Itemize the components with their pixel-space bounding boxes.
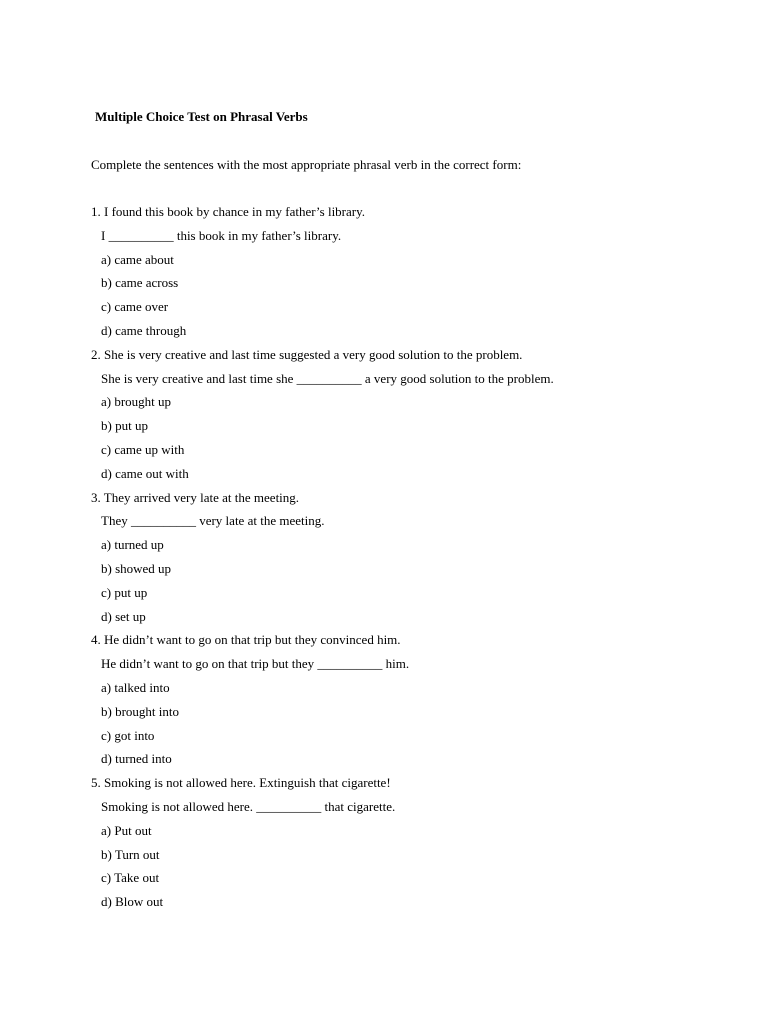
answer-option-c: c) came over [101, 299, 169, 315]
question-prompt: 4. He didn’t want to go on that trip but they convinced him. [91, 632, 401, 648]
answer-option-a: a) came about [101, 251, 174, 267]
answer-option-d: d) came out with [101, 465, 189, 481]
answer-option-d: d) came through [101, 322, 187, 338]
question-gapped-sentence: They __________ very late at the meeting. [101, 513, 325, 529]
question-1 [91, 203, 731, 346]
question-prompt: 2. She is very creative and last time suggested a very good solution to the problem. [91, 346, 523, 362]
question-5 [91, 774, 731, 917]
answer-option-b: b) Turn out [101, 846, 160, 862]
question-prompt: 5. Smoking is not allowed here. Extinguish that cigarette! [91, 775, 391, 791]
answer-option-b: b) showed up [101, 560, 172, 576]
answer-option-c: c) got into [101, 727, 155, 743]
question-prompt: 1. I found this book by chance in my father’s library. [91, 204, 366, 219]
question-gapped-sentence: Smoking is not allowed here. __________ that cigarette. [101, 798, 396, 814]
answer-option-c: c) put up [101, 584, 148, 600]
question-list [91, 203, 731, 917]
answer-option-b: b) came across [101, 275, 179, 291]
answer-option-a: a) Put out [101, 822, 152, 838]
instructions-text: Complete the sentences with the most appropriate phrasal verb in the correct form: [91, 157, 522, 172]
question-gapped-sentence: She is very creative and last time she __________ a very good solution to the problem. [101, 370, 554, 386]
document-title: Multiple Choice Test on Phrasal Verbs [95, 109, 308, 124]
question-prompt: 3. They arrived very late at the meeting. [91, 489, 300, 505]
question-gapped-sentence: He didn’t want to go on that trip but they __________ him. [101, 656, 410, 672]
answer-option-c: c) came up with [101, 441, 185, 457]
answer-option-a: a) turned up [101, 537, 164, 553]
question-2 [91, 346, 731, 489]
answer-option-a: a) brought up [101, 394, 172, 410]
question-gapped-sentence: I __________ this book in my father’s library. [101, 227, 342, 243]
question-3 [91, 489, 731, 632]
answer-option-b: b) brought into [101, 703, 179, 719]
answer-option-d: d) turned into [101, 751, 172, 767]
answer-option-d: d) set up [101, 608, 146, 624]
question-4 [91, 631, 731, 774]
answer-option-c: c) Take out [101, 870, 160, 886]
answer-option-a: a) talked into [101, 679, 170, 695]
answer-option-d: d) Blow out [101, 894, 164, 910]
answer-option-b: b) put up [101, 418, 148, 434]
